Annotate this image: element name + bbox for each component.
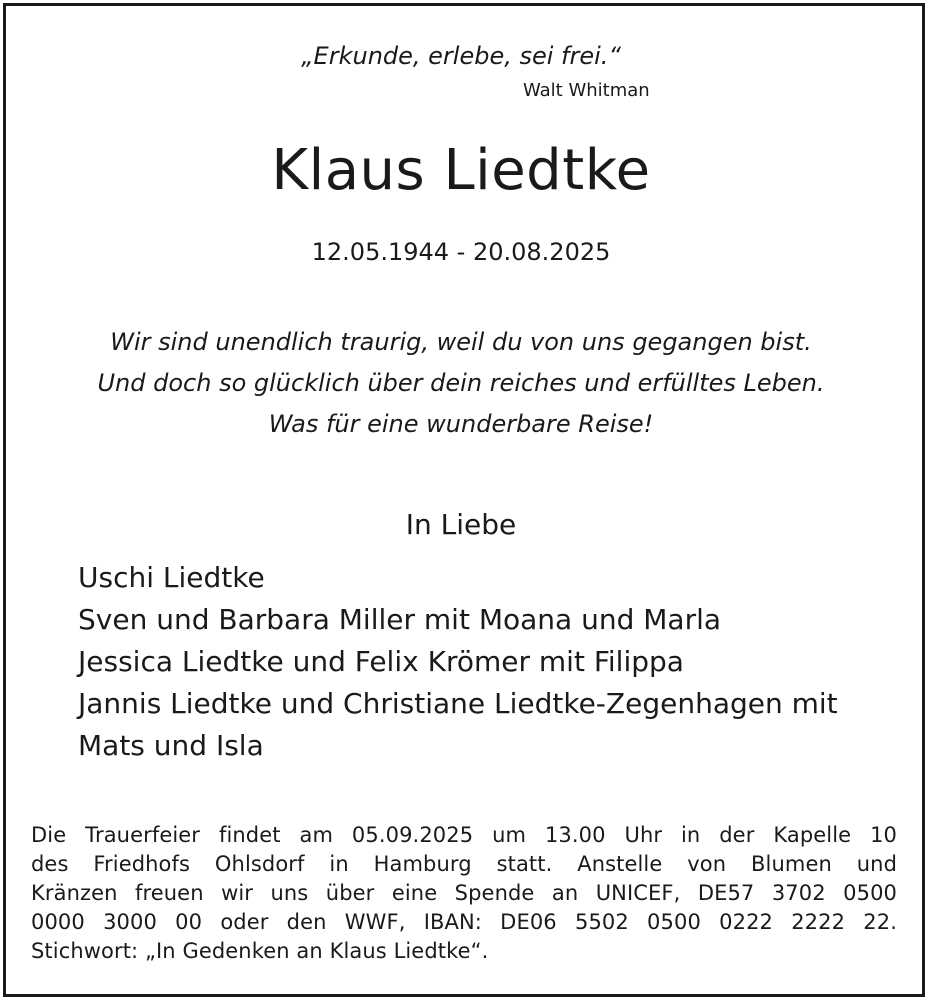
verse-line: Wir sind unendlich traurig, weil du von uns gegangen bist. — [110, 328, 812, 356]
deceased-name: Klaus Liedtke — [271, 138, 651, 203]
mourner-line: Jannis Liedtke und Christiane Liedtke-Zegenhagen mit — [78, 687, 838, 720]
epigraph-author: Walt Whitman — [523, 80, 650, 101]
mourner-line: Sven und Barbara Miller mit Moana und Marla — [78, 603, 722, 636]
mourners-list — [78, 557, 838, 767]
funeral-notice — [31, 821, 897, 966]
notice-line: Kränzen freuen wir uns über eine Spende an UNICEF, DE57 3702 0500 — [31, 881, 897, 905]
mourners-heading: In Liebe — [405, 508, 517, 541]
verse-line: Und doch so glücklich über dein reiches und erfülltes Leben. — [97, 369, 825, 397]
notice-line: Stichwort: „In Gedenken an Klaus Liedtke“. — [31, 939, 489, 963]
epigraph-quote: „Erkunde, erlebe, sei frei.“ — [301, 42, 621, 70]
notice-line: Die Trauerfeier findet am 05.09.2025 um 13.00 Uhr in der Kapelle 10 — [31, 823, 897, 847]
mourner-line: Jessica Liedtke und Felix Krömer mit Filippa — [78, 645, 684, 678]
notice-line: des Friedhofs Ohlsdorf in Hamburg statt. Anstelle von Blumen und — [31, 852, 897, 876]
mourner-line: Uschi Liedtke — [78, 561, 265, 594]
verse-line: Was für eine wunderbare Reise! — [268, 410, 654, 438]
mourning-verse — [0, 322, 922, 445]
notice-line: 0000 3000 00 oder den WWF, IBAN: DE06 5502 0500 0222 2222 22. — [31, 910, 897, 934]
life-dates: 12.05.1944 - 20.08.2025 — [311, 238, 611, 266]
mourner-line: Mats und Isla — [78, 729, 264, 762]
